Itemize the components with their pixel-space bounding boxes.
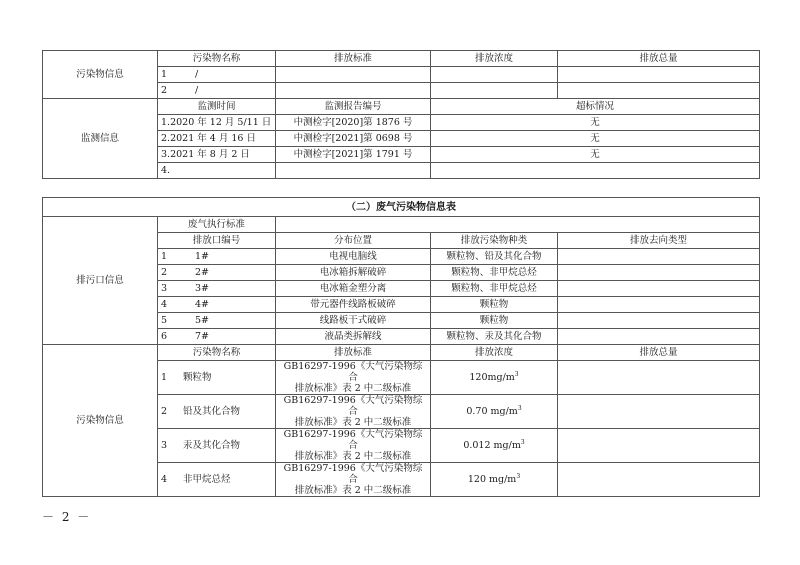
header-pollutant-name: 污染物名称 (158, 51, 276, 67)
location-cell: 带元器件线路板破碎 (276, 297, 431, 313)
exceed-cell: 无 (431, 115, 760, 131)
header-pollutant-name: 污染物名称 (158, 345, 276, 361)
report-number-cell (276, 163, 431, 179)
outlet-code-cell: 4 4# (158, 297, 276, 313)
concentration-cell: 0.012 $mg/m^3$ (431, 429, 558, 463)
pollutant-kind-cell: 颗粒物 (431, 313, 558, 329)
header-report-number: 监测报告编号 (276, 99, 431, 115)
concentration-cell: $120mg/m^3$ (431, 361, 558, 395)
report-number-cell: 中测检字[2021]第 1791 号 (276, 147, 431, 163)
outlet-code-cell: 6 7# (158, 329, 276, 345)
location-cell: 电冰箱拆解破碎 (276, 265, 431, 281)
pollutant-info-label: 污染物信息 (43, 345, 158, 497)
exceed-cell: 无 (431, 131, 760, 147)
outlet-code-cell: 1 1# (158, 249, 276, 265)
monitor-time-cell: 4. (158, 163, 276, 179)
exhaust-standard-label: 废气执行标准 (158, 217, 276, 233)
pollutant-kind-cell: 颗粒物、汞及其化合物 (431, 329, 558, 345)
header-emission-standard: 排放标准 (276, 345, 431, 361)
header-pollutant-kind: 排放污染物种类 (431, 233, 558, 249)
header-emission-concentration: 排放浓度 (431, 345, 558, 361)
pollutant-info-label: 污染物信息 (43, 51, 158, 99)
page-number: － 2 － (42, 510, 92, 524)
pollutant-name-cell: 2 / (158, 83, 276, 99)
monitor-time-cell: 1.2020 年 12 月 5/11 日 (158, 115, 276, 131)
monitor-time-cell: 2.2021 年 4 月 16 日 (158, 131, 276, 147)
report-number-cell: 中测检字[2020]第 1876 号 (276, 115, 431, 131)
concentration-cell: 0.70 $mg/m^3$ (431, 395, 558, 429)
pollutant-kind-cell: 颗粒物、非甲烷总烃 (431, 265, 558, 281)
header-emission-total: 排放总量 (558, 345, 760, 361)
location-cell: 液晶类拆解线 (276, 329, 431, 345)
emission-standard-cell: GB16297-1996《大气污染物综合 排放标准》表 2 中二级标准 (276, 361, 431, 395)
pollutant-kind-cell: 颗粒物、非甲烷总烃 (431, 281, 558, 297)
exceed-cell: 无 (431, 147, 760, 163)
pollutant-name-cell: 1 颗粒物 (158, 361, 276, 395)
pollutant-kind-cell: 颗粒物、铅及其化合物 (431, 249, 558, 265)
pollutant-monitor-table (42, 50, 760, 179)
header-destination-type: 排放去向类型 (558, 233, 760, 249)
header-emission-concentration: 排放浓度 (431, 51, 558, 67)
exceed-cell (431, 163, 760, 179)
exhaust-gas-table (42, 197, 760, 497)
report-number-cell: 中测检字[2021]第 0698 号 (276, 131, 431, 147)
location-cell: 线路板干式破碎 (276, 313, 431, 329)
outlet-code-cell: 2 2# (158, 265, 276, 281)
header-outlet-code: 排放口编号 (158, 233, 276, 249)
pollutant-name-cell: 1 / (158, 67, 276, 83)
emission-standard-cell: GB16297-1996《大气污染物综合 排放标准》表 2 中二级标准 (276, 429, 431, 463)
emission-standard-cell: GB16297-1996《大气污染物综合 排放标准》表 2 中二级标准 (276, 463, 431, 497)
pollutant-kind-cell: 颗粒物 (431, 297, 558, 313)
location-cell: 电冰箱金塑分离 (276, 281, 431, 297)
pollutant-name-cell: 4 非甲烷总烃 (158, 463, 276, 497)
concentration-cell: 120 $mg/m^3$ (431, 463, 558, 497)
header-emission-standard: 排放标准 (276, 51, 431, 67)
header-monitor-time: 监测时间 (158, 99, 276, 115)
location-cell: 电视电脑线 (276, 249, 431, 265)
table-title: （二）废气污染物信息表 (43, 198, 760, 217)
emission-standard-cell: GB16297-1996《大气污染物综合 排放标准》表 2 中二级标准 (276, 395, 431, 429)
outlet-info-label: 排污口信息 (43, 217, 158, 345)
header-location: 分布位置 (276, 233, 431, 249)
header-emission-total: 排放总量 (558, 51, 760, 67)
outlet-code-cell: 5 5# (158, 313, 276, 329)
outlet-code-cell: 3 3# (158, 281, 276, 297)
pollutant-name-cell: 3 汞及其化合物 (158, 429, 276, 463)
monitor-time-cell: 3.2021 年 8 月 2 日 (158, 147, 276, 163)
pollutant-name-cell: 2 铅及其化合物 (158, 395, 276, 429)
monitor-info-label: 监测信息 (43, 99, 158, 179)
header-exceed: 超标情况 (431, 99, 760, 115)
